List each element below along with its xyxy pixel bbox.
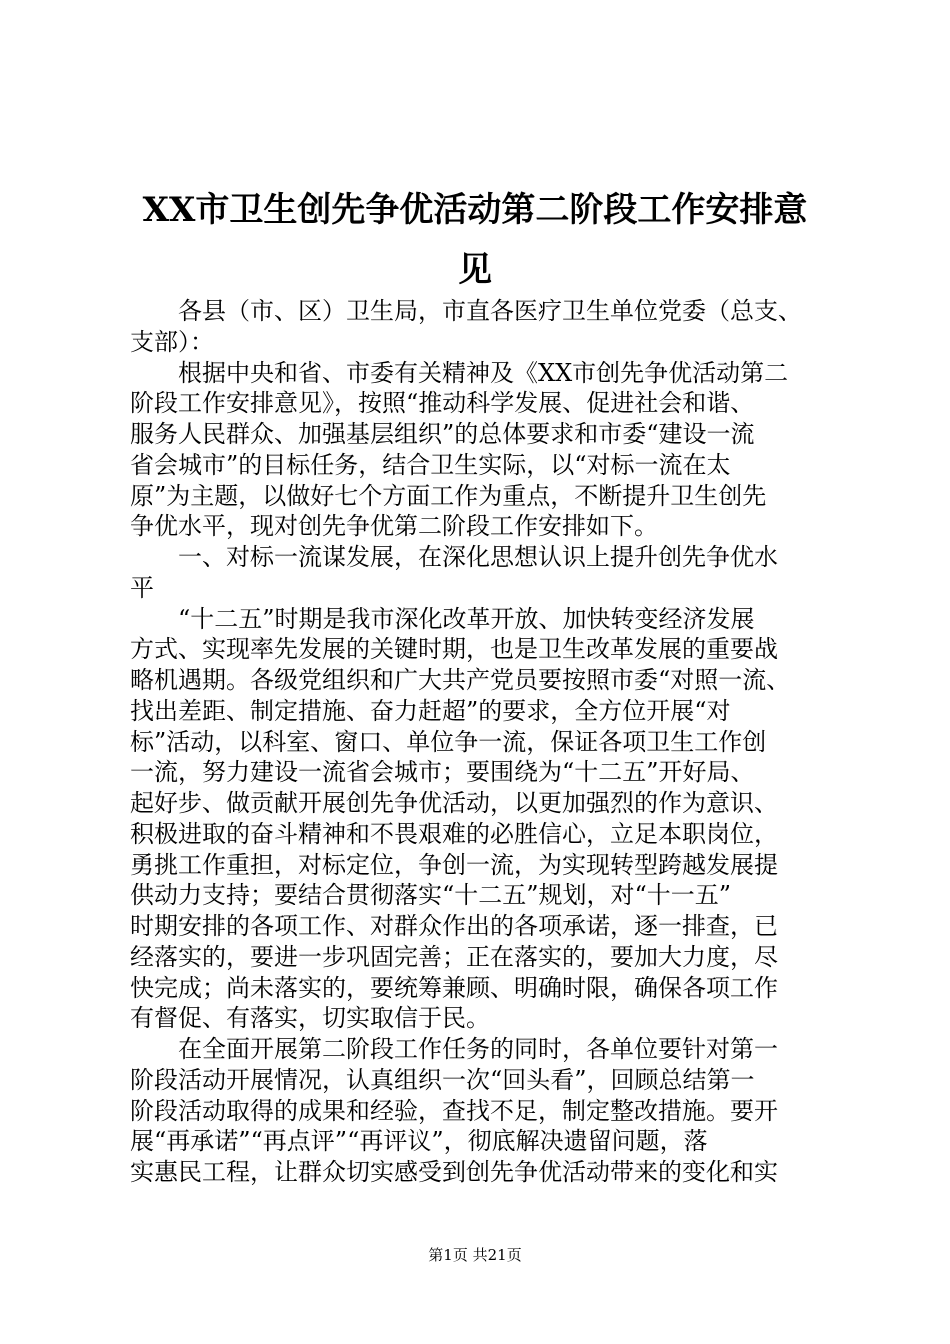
body-text-line: 略机遇期。各级党组织和广大共产党员要按照市委“对照一流、 [130,666,791,694]
body-text-line: 原”为主题，以做好七个方面工作为重点，不断提升卫生创先 [130,481,767,510]
body-text-line: 勇挑工作重担，对标定位，争创一流，为实现转型跨越发展提 [130,850,778,879]
document-title-line-1: XX市卫生创先争优活动第二阶段工作安排意 [142,190,808,230]
body-text-line: 供动力支持；要结合贯彻落实“十二五”规划，对“十一五” [130,881,732,910]
document-title-line-2: 见 [458,250,492,290]
body-text-line: 积极进取的奋斗精神和不畏艰难的必胜信心，立足本职岗位， [130,819,778,848]
body-text-line: 方式、实现率先发展的关键时期，也是卫生改革发展的重要战 [130,635,778,664]
body-text-line: 争优水平，现对创先争优第二阶段工作安排如下。 [130,512,658,541]
body-text-line: 在全面开展第二阶段工作任务的同时，各单位要针对第一 [130,1035,778,1063]
body-text-line: 阶段工作安排意见》，按照“推动科学发展、促进社会和谐、 [130,389,755,418]
body-text-line: 一、对标一流谋发展，在深化思想认识上提升创先争优水 [130,543,778,571]
body-text-line: 时期安排的各项工作、对群众作出的各项承诺，逐一排查，已 [130,912,778,940]
body-text-line: 支部）： [130,327,214,356]
body-text-line: 阶段活动取得的成果和经验，查找不足，制定整改措施。要开 [130,1096,778,1125]
document-body [130,296,850,1188]
body-text-line: 根据中央和省、市委有关精神及《XX市创先争优活动第二 [130,358,789,387]
page-footer: 第1页 共21页 [428,1246,522,1264]
body-text-line: 标”活动，以科室、窗口、单位争一流，保证各项卫生工作创 [130,727,767,756]
body-text-line: 阶段活动开展情况，认真组织一次“回头看”，回顾总结第一 [130,1065,755,1094]
body-text-line: 快完成；尚未落实的，要统筹兼顾、明确时限，确保各项工作 [130,973,778,1002]
body-text-line: 找出差距、制定措施、奋力赶超”的要求，全方位开展“对 [130,696,731,725]
body-text-line: 经落实的，要进一步巩固完善；正在落实的，要加大力度，尽 [130,942,778,971]
body-text-line: 省会城市”的目标任务，结合卫生实际，以“对标一流在太 [130,450,731,479]
body-text-line: 起好步、做贡献开展创先争优活动，以更加强烈的作为意识、 [130,789,778,817]
body-text-line: 展“再承诺”“再点评”“再评议”，彻底解决遗留问题，落 [130,1127,708,1156]
body-text-line: 服务人民群众、加强基层组织”的总体要求和市委“建设一流 [130,420,755,448]
body-text-line: 实惠民工程，让群众切实感受到创先争优活动带来的变化和实 [130,1158,778,1186]
body-text-line: 有督促、有落实，切实取信于民。 [130,1004,490,1033]
body-text-line: 各县（市、区）卫生局，市直各医疗卫生单位党委（总支、 [130,297,802,325]
body-text-line: 平 [130,573,154,602]
body-text-line: “十二五”时期是我市深化改革开放、加快转变经济发展 [130,604,755,633]
body-text-line: 一流，努力建设一流省会城市；要围绕为“十二五”开好局、 [130,758,755,787]
